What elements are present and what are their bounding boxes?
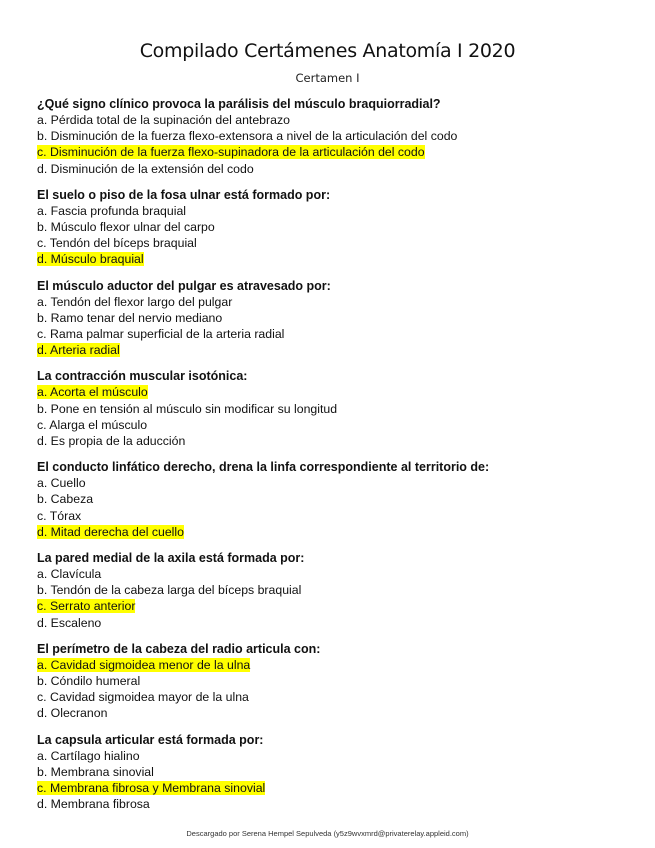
question-text: El suelo o piso de la fosa ulnar está formado por:: [37, 187, 331, 202]
answer-option: [37, 524, 627, 540]
answer-option: [37, 326, 627, 342]
question-text: El músculo aductor del pulgar es atravesado por:: [37, 278, 331, 293]
option-label: d. Músculo braquial: [37, 252, 144, 267]
option-label: a. Fascia profunda braquial: [37, 203, 187, 218]
option-label: d. Olecranon: [37, 706, 108, 721]
answer-option: [37, 705, 627, 721]
option-label: d. Es propia de la aducción: [37, 434, 186, 449]
option-label: d. Escaleno: [37, 615, 102, 630]
answer-option: [37, 161, 627, 177]
answer-option: [37, 582, 627, 598]
answer-option: [37, 566, 627, 582]
answer-option: [37, 748, 627, 764]
question-block: [37, 278, 627, 359]
option-label: a. Acorta el músculo: [37, 385, 148, 400]
question-block: [37, 732, 627, 813]
option-label: a. Cartílago hialino: [37, 748, 140, 763]
question-block: [37, 550, 627, 631]
answer-option: [37, 112, 627, 128]
question-text: La pared medial de la axila está formada por:: [37, 551, 305, 566]
question-text: La capsula articular está formada por:: [37, 732, 264, 747]
answer-option: [37, 235, 627, 251]
option-label: c. Tórax: [37, 508, 82, 523]
answer-option: [37, 689, 627, 705]
answer-option: [37, 673, 627, 689]
option-label: b. Disminución de la fuerza flexo-extensora a nivel de la articulación del codo: [37, 129, 458, 144]
option-label: d. Membrana fibrosa: [37, 797, 150, 812]
question-list: [37, 96, 627, 823]
answer-option: [37, 203, 627, 219]
option-label: b. Cóndilo humeral: [37, 674, 141, 689]
option-label: d. Disminución de la extensión del codo: [37, 161, 254, 176]
answer-option: [37, 144, 627, 160]
option-label: b. Tendón de la cabeza larga del bíceps braquial: [37, 583, 302, 598]
option-label: a. Pérdida total de la supinación del antebrazo: [37, 113, 290, 127]
question-block: [37, 187, 627, 268]
question-text: La contracción muscular isotónica:: [37, 369, 248, 384]
option-label: c. Serrato anterior: [37, 599, 136, 614]
option-label: c. Rama palmar superficial de la arteria radial: [37, 327, 285, 342]
answer-option: [37, 598, 627, 614]
option-label: a. Clavícula: [37, 567, 102, 582]
option-label: b. Membrana sinovial: [37, 764, 154, 779]
option-label: c. Tendón del bíceps braquial: [37, 236, 197, 251]
answer-option: [37, 219, 627, 235]
document-title: Compilado Certámenes Anatomía I 2020: [139, 40, 516, 62]
option-label: d. Mitad derecha del cuello: [37, 524, 184, 539]
question-text: El conducto linfático derecho, drena la linfa correspondiente al territorio de:: [37, 460, 490, 475]
option-label: c. Alarga el músculo: [37, 417, 148, 432]
option-label: b. Pone en tensión al músculo sin modificar su longitud: [37, 401, 338, 416]
answer-option: [37, 796, 627, 812]
answer-option: [37, 401, 627, 417]
question-text: ¿Qué signo clínico provoca la parálisis del músculo braquiorradial?: [37, 97, 441, 111]
answer-option: [37, 384, 627, 400]
question-text: El perímetro de la cabeza del radio articula con:: [37, 641, 321, 656]
answer-option: [37, 764, 627, 780]
option-label: c. Disminución de la fuerza flexo-supinadora de la articulación del codo: [37, 145, 425, 160]
option-label: c. Cavidad sigmoidea mayor de la ulna: [37, 690, 249, 705]
option-label: b. Músculo flexor ulnar del carpo: [37, 220, 215, 235]
answer-option: [37, 508, 627, 524]
option-label: a. Cuello: [37, 476, 86, 491]
document-subtitle: Certamen I: [295, 71, 360, 85]
option-label: a. Cavidad sigmoidea menor de la ulna: [37, 657, 251, 672]
download-footer: Descargado por Serena Hempel Sepulveda (y5z9wvxmrd@privaterelay.appleid.com): [186, 829, 469, 838]
question-block: [37, 459, 627, 540]
option-label: a. Tendón del flexor largo del pulgar: [37, 294, 233, 309]
question-block: [37, 368, 627, 449]
answer-option: [37, 128, 627, 144]
answer-option: [37, 310, 627, 326]
answer-option: [37, 615, 627, 631]
answer-option: [37, 475, 627, 491]
option-label: b. Ramo tenar del nervio mediano: [37, 310, 223, 325]
answer-option: [37, 433, 627, 449]
option-label: d. Arteria radial: [37, 343, 120, 358]
question-block: [37, 96, 627, 177]
answer-option: [37, 491, 627, 507]
question-block: [37, 641, 627, 722]
answer-option: [37, 251, 627, 267]
answer-option: [37, 417, 627, 433]
answer-option: [37, 342, 627, 358]
option-label: c. Membrana fibrosa y Membrana sinovial: [37, 781, 266, 796]
answer-option: [37, 294, 627, 310]
answer-option: [37, 780, 627, 796]
answer-option: [37, 657, 627, 673]
option-label: b. Cabeza: [37, 492, 94, 507]
